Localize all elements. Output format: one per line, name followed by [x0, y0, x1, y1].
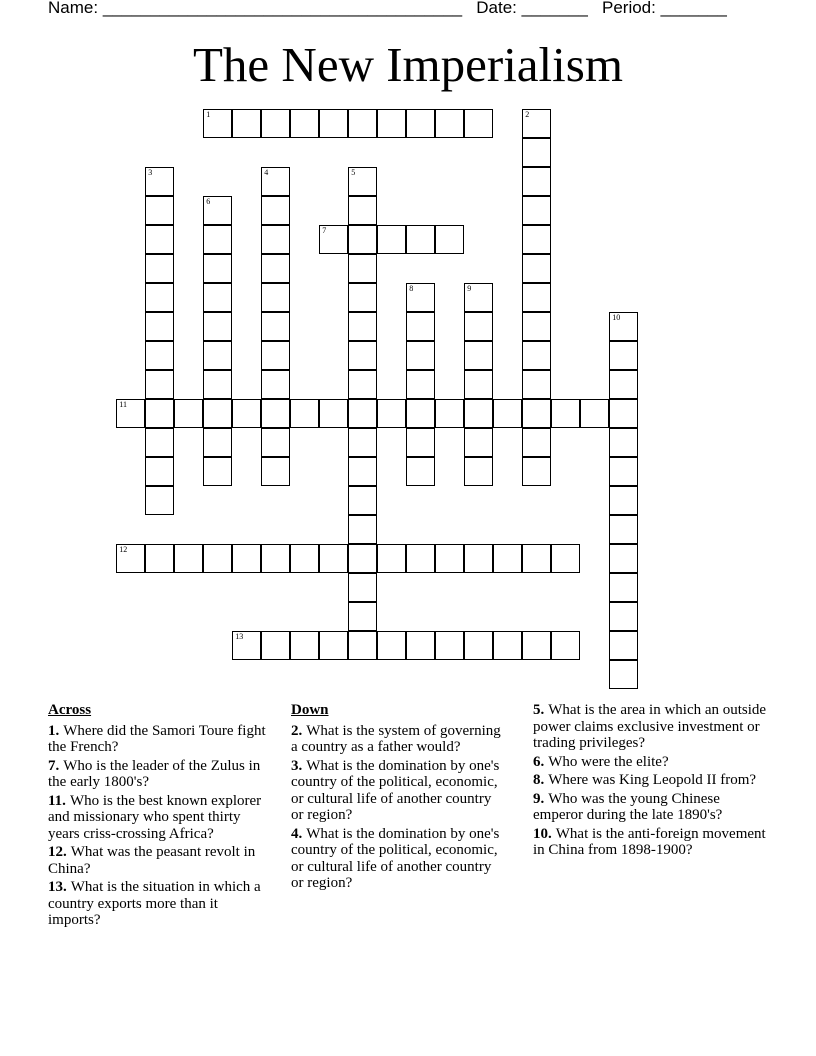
clue-number: 9 — [467, 284, 472, 294]
crossword-cell[interactable] — [348, 399, 377, 428]
crossword-cell[interactable] — [348, 225, 377, 254]
clue-item-number: 6. — [533, 753, 545, 770]
crossword-cell[interactable] — [203, 457, 232, 486]
crossword-cell[interactable] — [203, 254, 232, 283]
clue-number: 13 — [235, 632, 244, 642]
crossword-cell[interactable] — [174, 399, 203, 428]
crossword-cell[interactable] — [406, 283, 435, 312]
clue-item-text: Who were the elite? — [548, 753, 669, 770]
crossword-cell[interactable] — [145, 428, 174, 457]
crossword-cell[interactable] — [203, 428, 232, 457]
clue-item-text: Who was the young Chinese emperor during the late 1890's? — [533, 790, 723, 823]
date-field[interactable]: _______ — [521, 0, 588, 17]
crossword-cell[interactable] — [522, 109, 551, 138]
crossword-cell[interactable] — [609, 486, 638, 515]
crossword-cell[interactable] — [522, 225, 551, 254]
crossword-cell[interactable] — [609, 515, 638, 544]
clue-number: 8 — [409, 284, 414, 294]
clue-item — [533, 702, 768, 752]
crossword-cell[interactable] — [348, 312, 377, 341]
crossword-cell[interactable] — [406, 109, 435, 138]
crossword-cell[interactable] — [464, 312, 493, 341]
crossword-cell[interactable] — [348, 428, 377, 457]
across-heading: Across — [48, 702, 92, 718]
crossword-cell[interactable] — [348, 457, 377, 486]
clue-item — [533, 826, 768, 859]
clue-number: 12 — [119, 545, 128, 555]
down-clues — [291, 702, 506, 894]
student-info-line — [48, 0, 727, 18]
crossword-cell[interactable] — [145, 544, 174, 573]
clue-item — [533, 791, 768, 824]
crossword-cell[interactable] — [377, 631, 406, 660]
crossword-cell[interactable] — [464, 544, 493, 573]
crossword-cell[interactable] — [406, 370, 435, 399]
crossword-cell[interactable] — [261, 225, 290, 254]
clue-item — [291, 723, 506, 756]
crossword-cell[interactable] — [609, 544, 638, 573]
clue-item — [291, 758, 506, 824]
crossword-cell[interactable] — [435, 225, 464, 254]
crossword-cell[interactable] — [261, 341, 290, 370]
crossword-cell[interactable] — [377, 109, 406, 138]
clue-item-number: 9. — [533, 790, 545, 807]
crossword-cell[interactable] — [406, 399, 435, 428]
crossword-cell[interactable] — [261, 109, 290, 138]
crossword-cell[interactable] — [406, 631, 435, 660]
clue-item — [48, 793, 273, 843]
crossword-cell[interactable] — [261, 631, 290, 660]
clue-item — [291, 826, 506, 892]
crossword-cell[interactable] — [261, 399, 290, 428]
crossword-cell[interactable] — [261, 370, 290, 399]
period-label: Period: — [602, 0, 656, 17]
crossword-cell[interactable] — [261, 312, 290, 341]
crossword-cell[interactable] — [145, 283, 174, 312]
crossword-cell[interactable] — [609, 631, 638, 660]
crossword-cell[interactable] — [319, 109, 348, 138]
crossword-cell[interactable] — [435, 631, 464, 660]
crossword-cell[interactable] — [290, 399, 319, 428]
down-heading: Down — [291, 702, 329, 718]
crossword-cell[interactable] — [203, 399, 232, 428]
crossword-cell[interactable] — [522, 138, 551, 167]
clue-item-number: 2. — [291, 722, 303, 739]
clue-item-text: Where did the Samori Toure fight the French? — [48, 722, 266, 755]
crossword-cell[interactable] — [493, 399, 522, 428]
crossword-cell[interactable] — [203, 370, 232, 399]
clue-item-number: 11. — [48, 792, 66, 809]
crossword-cell[interactable] — [348, 167, 377, 196]
crossword-cell[interactable] — [406, 457, 435, 486]
clue-item-number: 12. — [48, 844, 67, 860]
crossword-cell[interactable] — [145, 370, 174, 399]
crossword-cell[interactable] — [348, 544, 377, 573]
crossword-cell[interactable] — [116, 544, 145, 573]
crossword-cell[interactable] — [522, 167, 551, 196]
crossword-cell[interactable] — [522, 254, 551, 283]
crossword-cell[interactable] — [522, 370, 551, 399]
clue-number: 11 — [119, 400, 127, 410]
crossword-cell[interactable] — [348, 631, 377, 660]
clue-number: 6 — [206, 197, 211, 207]
crossword-cell[interactable] — [261, 428, 290, 457]
crossword-cell[interactable] — [232, 544, 261, 573]
crossword-cell[interactable] — [609, 399, 638, 428]
crossword-cell[interactable] — [580, 399, 609, 428]
crossword-cell[interactable] — [435, 109, 464, 138]
crossword-cell[interactable] — [522, 457, 551, 486]
crossword-cell[interactable] — [261, 254, 290, 283]
crossword-cell[interactable] — [609, 602, 638, 631]
crossword-cell[interactable] — [522, 283, 551, 312]
crossword-cell[interactable] — [348, 341, 377, 370]
clue-item-text: Where was King Leopold II from? — [548, 772, 757, 788]
crossword-cell[interactable] — [464, 370, 493, 399]
crossword-cell[interactable] — [377, 399, 406, 428]
crossword-cell[interactable] — [464, 283, 493, 312]
crossword-cell[interactable] — [609, 573, 638, 602]
crossword-cell[interactable] — [522, 312, 551, 341]
crossword-cell[interactable] — [319, 544, 348, 573]
crossword-cell[interactable] — [290, 109, 319, 138]
crossword-cell[interactable] — [435, 544, 464, 573]
crossword-cell[interactable] — [145, 312, 174, 341]
clue-number: 4 — [264, 168, 269, 178]
crossword-cell[interactable] — [551, 631, 580, 660]
crossword-cell[interactable] — [174, 544, 203, 573]
across-clues — [48, 702, 273, 931]
clue-item-text: Who is the best known explorer and missionary who spent thirty years criss-crossing Africa? — [48, 792, 262, 842]
crossword-cell[interactable] — [406, 341, 435, 370]
crossword-cell[interactable] — [464, 109, 493, 138]
down-clues-continued — [533, 702, 768, 861]
crossword-cell[interactable] — [261, 196, 290, 225]
crossword-cell[interactable] — [203, 312, 232, 341]
crossword-cell[interactable] — [406, 225, 435, 254]
crossword-cell[interactable] — [406, 312, 435, 341]
crossword-cell[interactable] — [203, 225, 232, 254]
crossword-cell[interactable] — [609, 457, 638, 486]
crossword-cell[interactable] — [116, 399, 145, 428]
clue-number: 3 — [148, 168, 153, 178]
crossword-cell[interactable] — [261, 544, 290, 573]
crossword-cell[interactable] — [319, 631, 348, 660]
crossword-cell[interactable] — [203, 196, 232, 225]
crossword-cell[interactable] — [348, 515, 377, 544]
clue-item-number: 5. — [533, 702, 545, 718]
crossword-cell[interactable] — [406, 428, 435, 457]
name-field[interactable]: ______________________________________ — [102, 0, 463, 17]
clue-number: 2 — [525, 110, 530, 120]
crossword-cell[interactable] — [145, 225, 174, 254]
crossword-cell[interactable] — [203, 283, 232, 312]
crossword-cell[interactable] — [522, 544, 551, 573]
crossword-cell[interactable] — [609, 660, 638, 689]
clue-item-text: What is the domination by one's country of the political, economic, or cultural life of another country or region? — [291, 825, 500, 891]
crossword-cell[interactable] — [232, 109, 261, 138]
crossword-cell[interactable] — [406, 544, 435, 573]
crossword-cell[interactable] — [464, 399, 493, 428]
clue-item-text: What is the system of governing a country as a father would? — [291, 722, 501, 755]
clue-item-number: 8. — [533, 772, 545, 788]
clue-number: 5 — [351, 168, 356, 178]
clue-item-text: What is the anti-foreign movement in China from 1898-1900? — [533, 825, 766, 858]
crossword-cell[interactable] — [145, 254, 174, 283]
crossword-cell[interactable] — [203, 109, 232, 138]
clue-item — [48, 844, 273, 877]
clue-item-text: What is the situation in which a country exports more than it imports? — [48, 879, 261, 928]
clue-item — [48, 723, 273, 756]
crossword-cell[interactable] — [348, 283, 377, 312]
crossword-cell[interactable] — [145, 341, 174, 370]
crossword-cell[interactable] — [609, 312, 638, 341]
page-title: The New Imperialism — [193, 37, 623, 92]
clue-number: 10 — [612, 313, 621, 323]
crossword-cell[interactable] — [522, 631, 551, 660]
date-label: Date: — [476, 0, 517, 17]
crossword-cell[interactable] — [145, 457, 174, 486]
clue-number: 7 — [322, 226, 327, 236]
crossword-cell[interactable] — [232, 631, 261, 660]
clue-item-text: What is the domination by one's country of the political, economic, or cultural life of another country or region? — [291, 757, 500, 823]
clue-item — [533, 772, 768, 789]
crossword-cell[interactable] — [609, 341, 638, 370]
period-field[interactable]: _______ — [660, 0, 727, 17]
crossword-cell[interactable] — [203, 544, 232, 573]
crossword-cell[interactable] — [377, 225, 406, 254]
crossword-cell[interactable] — [348, 254, 377, 283]
clue-item-number: 10. — [533, 825, 552, 842]
crossword-cell[interactable] — [290, 544, 319, 573]
clue-item-number: 1. — [48, 722, 60, 739]
crossword-cell[interactable] — [261, 167, 290, 196]
crossword-cell[interactable] — [493, 544, 522, 573]
crossword-cell[interactable] — [464, 457, 493, 486]
clue-item-number: 7. — [48, 757, 60, 774]
crossword-cell[interactable] — [609, 370, 638, 399]
crossword-cell[interactable] — [145, 486, 174, 515]
clue-item-text: What is the area in which an outside power claims exclusive investment or trading privileges? — [533, 702, 767, 751]
clue-item — [533, 754, 768, 771]
crossword-cell[interactable] — [319, 399, 348, 428]
clue-item — [48, 879, 273, 929]
crossword-cell[interactable] — [261, 283, 290, 312]
crossword-cell[interactable] — [522, 341, 551, 370]
crossword-cell[interactable] — [493, 631, 522, 660]
crossword-cell[interactable] — [348, 486, 377, 515]
crossword-cell[interactable] — [348, 573, 377, 602]
crossword-cell[interactable] — [464, 631, 493, 660]
clue-item-number: 3. — [291, 757, 303, 774]
crossword-cell[interactable] — [348, 370, 377, 399]
clue-item-number: 13. — [48, 879, 67, 895]
crossword-cell[interactable] — [522, 399, 551, 428]
crossword-cell[interactable] — [551, 544, 580, 573]
clue-item-number: 4. — [291, 825, 303, 842]
clue-number: 1 — [206, 110, 211, 120]
crossword-cell[interactable] — [609, 428, 638, 457]
name-label: Name: — [48, 0, 99, 17]
clue-item — [48, 758, 273, 791]
crossword-cell[interactable] — [435, 399, 464, 428]
crossword-cell[interactable] — [145, 399, 174, 428]
crossword-cell[interactable] — [522, 196, 551, 225]
clue-item-text: What was the peasant revolt in China? — [48, 844, 256, 877]
crossword-cell[interactable] — [348, 602, 377, 631]
crossword-cell[interactable] — [290, 631, 319, 660]
crossword-cell[interactable] — [319, 225, 348, 254]
crossword-cell[interactable] — [203, 341, 232, 370]
crossword-cell[interactable] — [551, 399, 580, 428]
clue-item-text: Who is the leader of the Zulus in the early 1800's? — [48, 757, 261, 790]
crossword-cell[interactable] — [522, 428, 551, 457]
crossword-cell[interactable] — [377, 544, 406, 573]
crossword-cell[interactable] — [232, 399, 261, 428]
crossword-cell[interactable] — [464, 341, 493, 370]
crossword-cell[interactable] — [261, 457, 290, 486]
crossword-cell[interactable] — [145, 196, 174, 225]
crossword-cell[interactable] — [464, 428, 493, 457]
crossword-cell[interactable] — [348, 109, 377, 138]
crossword-cell[interactable] — [145, 167, 174, 196]
crossword-cell[interactable] — [348, 196, 377, 225]
